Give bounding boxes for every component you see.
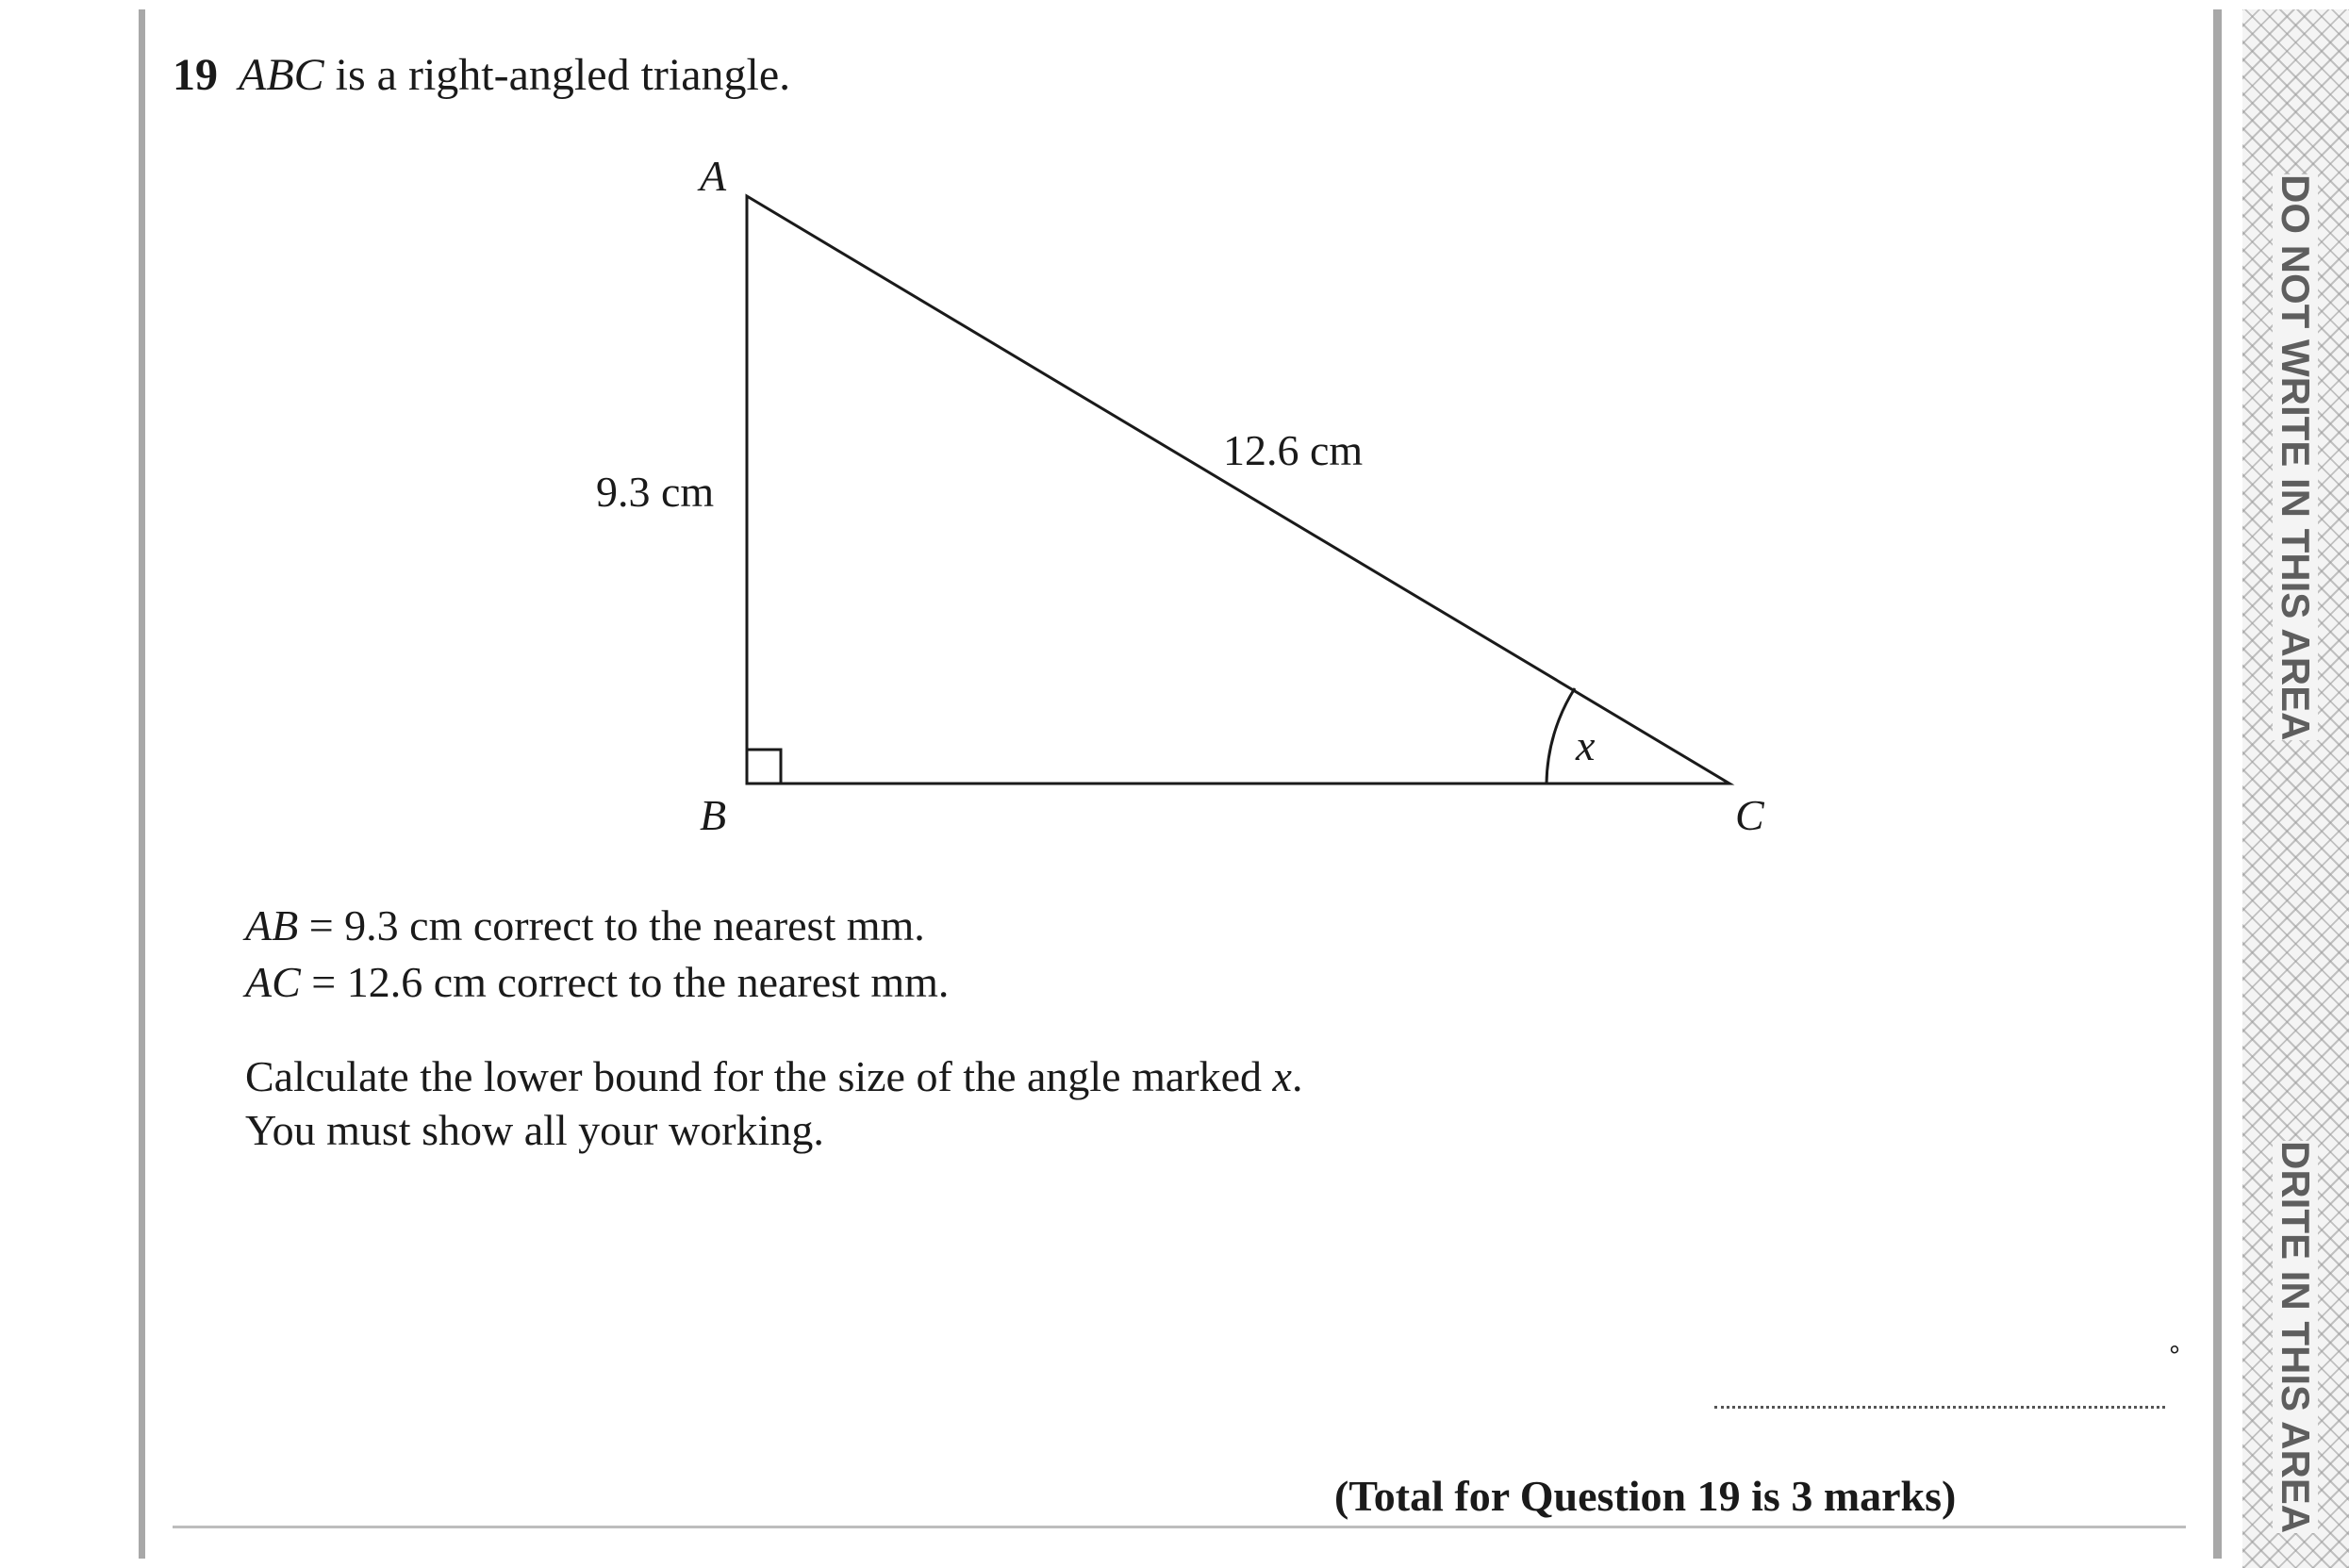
vertex-b-label: B bbox=[700, 791, 727, 839]
degree-symbol: ° bbox=[2169, 1341, 2180, 1372]
statement-ac bbox=[245, 957, 949, 1007]
instruction-var: x bbox=[1272, 1052, 1292, 1100]
statement-ac-text: = 12.6 cm correct to the nearest mm. bbox=[300, 958, 950, 1006]
question-title-var: ABC bbox=[239, 50, 324, 100]
statement-ac-var: AC bbox=[245, 958, 301, 1006]
answer-line[interactable] bbox=[1714, 1406, 2165, 1409]
vertex-c-label: C bbox=[1735, 791, 1764, 839]
right-angle-marker bbox=[747, 750, 781, 784]
instruction-text: Calculate the lower bound for the size of the angle marked bbox=[245, 1052, 1273, 1100]
angle-arc-x bbox=[1547, 688, 1575, 784]
instruction-line-1 bbox=[245, 1051, 1302, 1101]
margin-warning-bottom: DRITE IN THIS AREA bbox=[2274, 1141, 2318, 1534]
angle-x-label: x bbox=[1576, 721, 1596, 769]
triangle-abc bbox=[747, 196, 1729, 784]
statement-ab bbox=[245, 900, 925, 950]
side-ac-label: 12.6 cm bbox=[1223, 426, 1364, 474]
question-number: 19 bbox=[173, 50, 218, 100]
instruction-line-2: You must show all your working. bbox=[245, 1106, 824, 1154]
bottom-rule bbox=[173, 1526, 2186, 1528]
margin-warning-top: DO NOT WRITE IN THIS AREA bbox=[2274, 174, 2318, 741]
question-title-text: is a right-angled triangle. bbox=[323, 50, 791, 100]
statement-ab-text: = 9.3 cm correct to the nearest mm. bbox=[298, 901, 925, 949]
instruction-period: . bbox=[1291, 1052, 1303, 1100]
statement-ab-var: AB bbox=[245, 901, 299, 949]
vertex-a-label: A bbox=[700, 152, 727, 200]
side-ab-label: 9.3 cm bbox=[596, 468, 715, 516]
total-marks: (Total for Question 19 is 3 marks) bbox=[1334, 1472, 1957, 1520]
